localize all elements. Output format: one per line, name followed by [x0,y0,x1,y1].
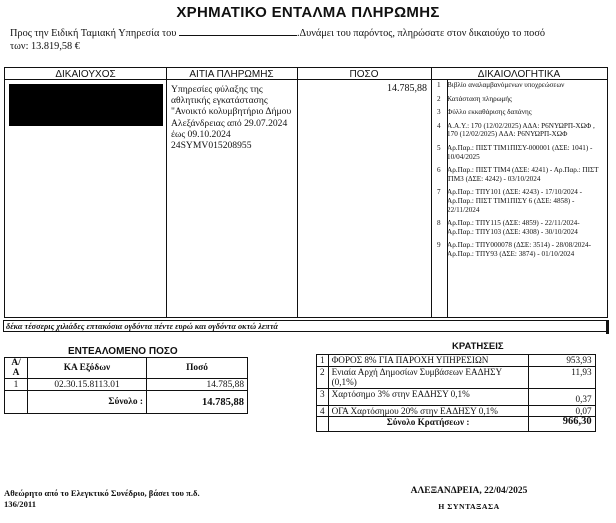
doc-text: Αρ.Παρ.: ΠΙΣΤ ΤΙΜ4 (ΔΣΕ: 4241) - Αρ.Παρ.: ΠΙΣΤ ΤΙΜ3 (ΔΣΕ: 4242) - 03/10/2024 [447,166,599,183]
total-value: 14.785,88 [147,391,248,414]
doc-text: Βιβλίο αναλαμβανόμενων υποχρεώσεων [447,81,565,89]
intro-part3: των: 13.819,58 € [10,41,80,52]
ded-value: 0,07 [528,405,595,417]
redacted-beneficiary [9,84,163,126]
reason-line: έως 09.10.2024 [171,128,231,140]
col-code-header: ΚΑ Εξόδων [28,358,147,379]
ded-label: Χαρτόσημο 3% στην ΕΑΔΗΣΥ 0,1% [328,388,528,405]
intro-part2: .Δυνάμει του παρόντος, πληρώσατε στον δικαιούχο το ποσό [296,28,546,39]
amount-in-words: δέκα τέσσερις χιλιάδες επτακόσια ογδόντα πέντε ευρώ και ογδόντα οκτώ λεπτά [3,320,609,332]
appropriated-table [4,357,248,414]
ded-num: 1 [317,355,329,367]
ded-value: 0,37 [528,388,595,405]
doc-text: Α.Α.Υ.: 170 (12/02/2025) ΑΔΑ: Ρ6ΝΥΩΡΠ-ΧΩΦ , 170 (12/02/2025) ΑΔΑ: Ρ6ΝΥΩΡΠ-ΧΩΦ [447,121,595,139]
table-row [5,379,248,391]
place-date: ΑΛΕΞΑΝΔΡΕΙΑ, 22/04/2025 [410,486,528,496]
table-row [317,366,596,388]
document-item [437,108,605,117]
col-divider [297,68,298,317]
col-divider [166,68,167,317]
documents-list [437,81,605,264]
doc-text: Φύλλο εκκαθάρισης δαπάνης [447,108,532,117]
empty-cell [317,417,329,432]
document-item [437,166,605,183]
document-item [437,219,605,236]
table-row [317,355,596,367]
table-total-row [317,417,596,432]
table-row [317,388,596,405]
ded-num: 2 [317,366,329,388]
appropriated-title: ΕΝΤΕΑΛΟΜΕΝΟ ΠΟΣΟ [68,346,178,357]
doc-num: 5 [437,143,441,152]
document-item [437,188,605,214]
header-amount: ΠΟΣΟ [349,69,379,80]
header-reason: ΑΙΤΙΑ ΠΛΗΡΩΜΗΣ [189,69,274,80]
document-item [437,95,605,104]
col-divider [431,68,432,317]
main-table [4,67,608,318]
doc-num: 7 [437,188,441,197]
total-label: Σύνολο : [28,391,147,414]
ded-label: ΦΟΡΟΣ 8% ΓΙΑ ΠΑΡΟΧΗ ΥΠΗΡΕΣΙΩΝ [328,355,528,367]
deductions-title: ΚΡΑΤΗΣΕΙΣ [452,341,504,352]
ded-label: Ενιαία Αρχή Δημοσίων Συμβάσεων ΕΑΔΗΣΥ (0,1%) [328,366,528,388]
table-header-row [5,358,248,379]
row-code: 02.30.15.8113.01 [28,379,147,391]
reason-line: Αλεξάνδρειας από 29.07.2024 [171,117,288,129]
intro-part1: Προς την Ειδική Ταμιακή Υπηρεσία του [10,28,177,39]
ded-value: 953,93 [528,355,595,367]
row-amount: 14.785,88 [147,379,248,391]
doc-text: Αρ.Παρ.: ΤΠΥ115 (ΔΣΕ: 4859) - 22/11/2024-Αρ.Παρ.: ΤΠΥ103 (ΔΣΕ: 4308) - 30/10/2024 [447,219,580,236]
document-item [437,81,605,90]
intro-text [10,26,610,53]
signature-role: Η ΣΥΝΤΑΞΑΣΑ [438,502,500,511]
doc-num: 3 [437,108,441,117]
doc-text: Αρ.Παρ.: ΤΠΥ101 (ΔΣΕ: 4243) - 17/10/2024 - Αρ.Παρ.: ΠΙΣΤ ΤΙΜ1ΠΙΣΥ 6 (ΔΣΕ: 4858) - 22/11/2024 [447,188,583,214]
payment-amount: 14.785,88 [387,83,427,94]
doc-text: Κατάσταση πληρωμής [447,94,512,103]
doc-num: 8 [437,219,441,228]
audit-note-line: Αθεώρητο από το Ελεγκτικό Συνέδριο, βάσει του π.δ. [4,488,200,498]
audit-note-line: 136/2011 [4,499,36,509]
table-total-row [5,391,248,414]
doc-text: Αρ.Παρ.: ΤΠΥ000078 (ΔΣΕ: 3514) - 28/08/2024-Αρ.Παρ.: ΤΠΥ93 (ΔΣΕ: 3874) - 01/10/2024 [447,241,591,258]
ded-value: 11,93 [528,366,595,388]
doc-num: 4 [437,121,441,130]
col-no-header: Α/Α [5,358,28,379]
reason-line: 24SYMV015208955 [171,140,252,152]
doc-num: 6 [437,166,441,175]
table-row [317,405,596,417]
doc-num: 2 [437,94,441,103]
reason-line: Υπηρεσίες φύλαξης της [171,84,263,95]
header-documents: ΔΙΚΑΙΟΛΟΓΗΤΙΚΑ [477,69,561,80]
intro-blank-line [179,26,297,36]
document-item [437,122,605,139]
empty-cell [5,391,28,414]
col-amount-header: Ποσό [147,358,248,379]
document-item [437,241,605,258]
header-beneficiary: ΔΙΚΑΙΟΥΧΟΣ [55,69,116,80]
ded-label: ΟΓΑ Χαρτόσημου 20% στην ΕΑΔΗΣΥ 0,1% [328,405,528,417]
ded-total-value: 966,30 [528,417,595,432]
reason-line: αθλητικής εγκατάστασης [171,95,268,107]
audit-note [4,488,264,510]
ded-num: 3 [317,388,329,405]
payment-reason [171,84,295,151]
row-no: 1 [5,379,28,391]
ded-total-label: Σύνολο Κρατήσεων : [328,417,528,432]
doc-text: Αρ.Παρ.: ΠΙΣΤ ΤΙΜ1ΠΙΣΥ-000001 (ΔΣΕ: 1041) - 10/04/2025 [447,143,593,161]
ded-num: 4 [317,405,329,417]
doc-num: 1 [437,81,441,89]
document-item [437,144,605,161]
reason-line: "Ανοικτό κολυμβητήριο Δήμου [171,106,292,118]
doc-num: 9 [437,241,441,250]
amount-in-words-border [606,320,609,334]
deductions-table [316,354,596,432]
document-title: ΧΡΗΜΑΤΙΚΟ ΕΝΤΑΛΜΑ ΠΛΗΡΩΜΗΣ [176,4,440,21]
